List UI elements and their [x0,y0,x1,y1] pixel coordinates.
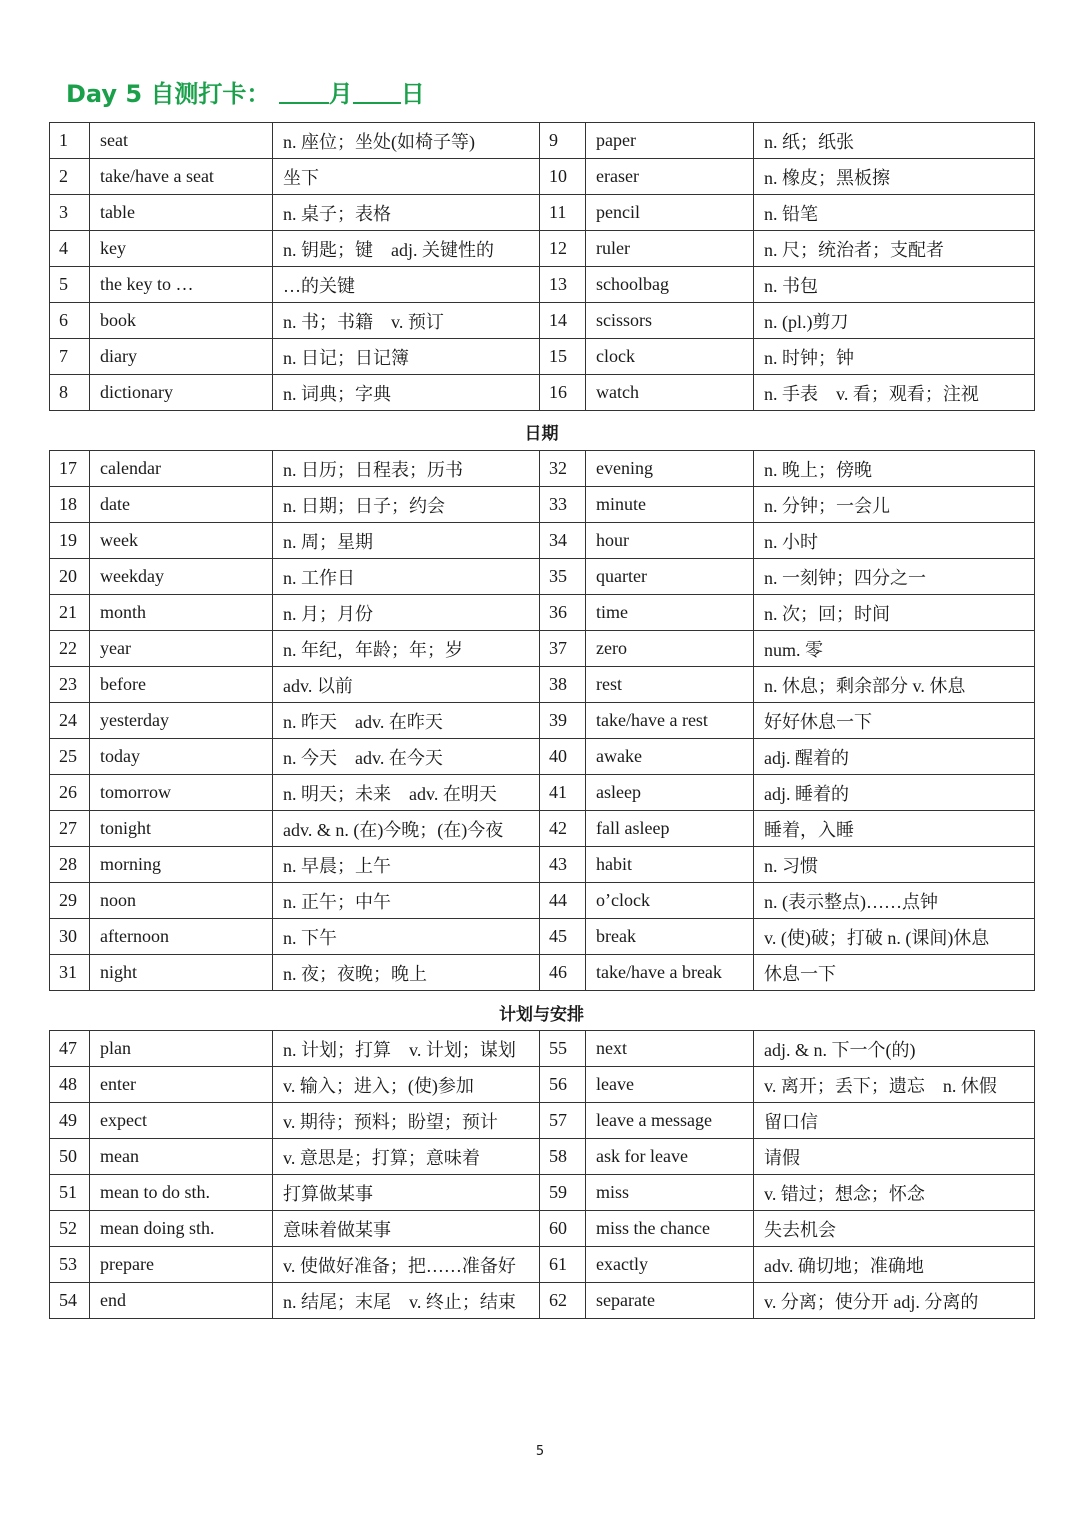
meaning-cell: n. 日记；日记簿 [273,339,540,375]
entry-number-cell: 40 [540,739,586,775]
table-row [50,195,1035,231]
meaning-cell: n. (表示整点)……点钟 [754,883,1035,919]
entry-number-cell: 57 [540,1103,586,1139]
word-cell: take/have a break [586,955,754,991]
meaning-cell: n. 日历；日程表；历书 [273,451,540,487]
meaning-cell: v. 期待；预料；盼望；预计 [273,1103,540,1139]
word-cell: book [90,303,273,339]
meaning-cell: n. 早晨；上午 [273,847,540,883]
meaning-cell: adj. 醒着的 [754,739,1035,775]
entry-number-cell: 4 [50,231,90,267]
table-row [50,1211,1035,1247]
entry-number-cell: 1 [50,123,90,159]
meaning-cell: n. 词典；字典 [273,375,540,411]
meaning-cell: n. 周；星期 [273,523,540,559]
word-cell: tonight [90,811,273,847]
word-cell: asleep [586,775,754,811]
meaning-cell: 休息一下 [754,955,1035,991]
entry-number-cell: 13 [540,267,586,303]
entry-number-cell: 53 [50,1247,90,1283]
word-cell: leave a message [586,1103,754,1139]
table-row [50,775,1035,811]
meaning-cell: n. 明天；未来 adv. 在明天 [273,775,540,811]
vocab-table-stationery [49,122,1035,411]
meaning-cell: n. 铅笔 [754,195,1035,231]
title-day-char: 日 [400,80,425,108]
word-cell: zero [586,631,754,667]
table-row [50,955,1035,991]
word-cell: watch [586,375,754,411]
word-cell: calendar [90,451,273,487]
entry-number-cell: 60 [540,1211,586,1247]
meaning-cell: 睡着，入睡 [754,811,1035,847]
word-cell: diary [90,339,273,375]
meaning-cell: v. 错过；想念；怀念 [754,1175,1035,1211]
entry-number-cell: 54 [50,1283,90,1319]
entry-number-cell: 20 [50,559,90,595]
entry-number-cell: 32 [540,451,586,487]
entry-number-cell: 48 [50,1067,90,1103]
entry-number-cell: 47 [50,1031,90,1067]
word-cell: noon [90,883,273,919]
word-cell: pencil [586,195,754,231]
meaning-cell: adv. & n. (在)今晚；(在)今夜 [273,811,540,847]
word-cell: ask for leave [586,1139,754,1175]
word-cell: paper [586,123,754,159]
word-cell: mean [90,1139,273,1175]
table-row [50,1139,1035,1175]
meaning-cell: n. 正午；中午 [273,883,540,919]
word-cell: quarter [586,559,754,595]
table-row [50,595,1035,631]
word-cell: o’clock [586,883,754,919]
word-cell: prepare [90,1247,273,1283]
entry-number-cell: 34 [540,523,586,559]
entry-number-cell: 35 [540,559,586,595]
word-cell: enter [90,1067,273,1103]
table-row [50,919,1035,955]
word-cell: weekday [90,559,273,595]
entry-number-cell: 3 [50,195,90,231]
word-cell: fall asleep [586,811,754,847]
vocab-table-plans [49,1030,1035,1319]
meaning-cell: 请假 [754,1139,1035,1175]
entry-number-cell: 41 [540,775,586,811]
entry-number-cell: 27 [50,811,90,847]
meaning-cell: n. 次；回；时间 [754,595,1035,631]
meaning-cell: n. 小时 [754,523,1035,559]
meaning-cell: n. 日期；日子；约会 [273,487,540,523]
table-row [50,1031,1035,1067]
meaning-cell: v. 分离；使分开 adj. 分离的 [754,1283,1035,1319]
table-row [50,231,1035,267]
word-cell: scissors [586,303,754,339]
entry-number-cell: 18 [50,487,90,523]
meaning-cell: n. 晚上；傍晚 [754,451,1035,487]
entry-number-cell: 15 [540,339,586,375]
word-cell: plan [90,1031,273,1067]
word-cell: miss [586,1175,754,1211]
word-cell: expect [90,1103,273,1139]
entry-number-cell: 6 [50,303,90,339]
entry-number-cell: 8 [50,375,90,411]
entry-number-cell: 51 [50,1175,90,1211]
entry-number-cell: 37 [540,631,586,667]
word-cell: take/have a seat [90,159,273,195]
word-cell: miss the chance [586,1211,754,1247]
entry-number-cell: 28 [50,847,90,883]
table-row [50,1175,1035,1211]
word-cell: dictionary [90,375,273,411]
meaning-cell: 坐下 [273,159,540,195]
meaning-cell: n. 今天 adv. 在今天 [273,739,540,775]
table-row [50,375,1035,411]
word-cell: today [90,739,273,775]
meaning-cell: n. 夜；夜晚；晚上 [273,955,540,991]
title-month: 月 [328,80,353,108]
entry-number-cell: 23 [50,667,90,703]
word-cell: end [90,1283,273,1319]
word-cell: yesterday [90,703,273,739]
table-row [50,267,1035,303]
word-cell: habit [586,847,754,883]
table-row [50,631,1035,667]
entry-number-cell: 39 [540,703,586,739]
table-row [50,739,1035,775]
entry-number-cell: 24 [50,703,90,739]
word-cell: mean doing sth. [90,1211,273,1247]
meaning-cell: n. 计划；打算 v. 计划；谋划 [273,1031,540,1067]
entry-number-cell: 50 [50,1139,90,1175]
meaning-cell: adv. 确切地；准确地 [754,1247,1035,1283]
entry-number-cell: 44 [540,883,586,919]
word-cell: break [586,919,754,955]
table-row [50,1103,1035,1139]
word-cell: minute [586,487,754,523]
word-cell: evening [586,451,754,487]
meaning-cell: n. 纸；纸张 [754,123,1035,159]
table-row [50,1247,1035,1283]
title-checkin: 自测打卡： [150,80,271,108]
word-cell: date [90,487,273,523]
word-cell: exactly [586,1247,754,1283]
meaning-cell: 好好休息一下 [754,703,1035,739]
word-cell: tomorrow [90,775,273,811]
word-cell: mean to do sth. [90,1175,273,1211]
meaning-cell: n. 结尾；末尾 v. 终止；结束 [273,1283,540,1319]
table-row [50,883,1035,919]
entry-number-cell: 30 [50,919,90,955]
meaning-cell: n. 桌子；表格 [273,195,540,231]
meaning-cell: adj. 睡着的 [754,775,1035,811]
meaning-cell: n. 工作日 [273,559,540,595]
meaning-cell: n. 座位；坐处(如椅子等) [273,123,540,159]
word-cell: eraser [586,159,754,195]
meaning-cell: v. 离开；丢下；遗忘 n. 休假 [754,1067,1035,1103]
meaning-cell: n. 时钟；钟 [754,339,1035,375]
entry-number-cell: 7 [50,339,90,375]
title-day: Day 5 [66,80,143,108]
entry-number-cell: 17 [50,451,90,487]
meaning-cell: …的关键 [273,267,540,303]
table-row [50,1283,1035,1319]
meaning-cell: 打算做某事 [273,1175,540,1211]
word-cell: afternoon [90,919,273,955]
word-cell: year [90,631,273,667]
table-row [50,847,1035,883]
meaning-cell: n. 下午 [273,919,540,955]
word-cell: key [90,231,273,267]
word-cell: separate [586,1283,754,1319]
word-cell: the key to … [90,267,273,303]
vocab-table-dates [49,450,1035,991]
meaning-cell: n. 昨天 adv. 在昨天 [273,703,540,739]
meaning-cell: v. 意思是；打算；意味着 [273,1139,540,1175]
entry-number-cell: 22 [50,631,90,667]
entry-number-cell: 5 [50,267,90,303]
word-cell: week [90,523,273,559]
month-blank [279,78,329,104]
meaning-cell: n. 分钟；一会儿 [754,487,1035,523]
meaning-cell: n. 钥匙；键 adj. 关键性的 [273,231,540,267]
word-cell: rest [586,667,754,703]
table-row [50,123,1035,159]
word-cell: take/have a rest [586,703,754,739]
entry-number-cell: 9 [540,123,586,159]
section-heading-dates: 日期 [524,424,559,444]
table-row [50,667,1035,703]
entry-number-cell: 10 [540,159,586,195]
table-row [50,339,1035,375]
entry-number-cell: 16 [540,375,586,411]
table-row [50,559,1035,595]
meaning-cell: n. 书；书籍 v. 预订 [273,303,540,339]
word-cell: schoolbag [586,267,754,303]
meaning-cell: 失去机会 [754,1211,1035,1247]
entry-number-cell: 33 [540,487,586,523]
entry-number-cell: 56 [540,1067,586,1103]
table-row [50,451,1035,487]
entry-number-cell: 62 [540,1283,586,1319]
table-row [50,1067,1035,1103]
entry-number-cell: 12 [540,231,586,267]
meaning-cell: adv. 以前 [273,667,540,703]
entry-number-cell: 46 [540,955,586,991]
table-row [50,703,1035,739]
entry-number-cell: 43 [540,847,586,883]
word-cell: hour [586,523,754,559]
meaning-cell: n. (pl.)剪刀 [754,303,1035,339]
word-cell: night [90,955,273,991]
meaning-cell: n. 习惯 [754,847,1035,883]
table-row [50,523,1035,559]
meaning-cell: n. 橡皮；黑板擦 [754,159,1035,195]
word-cell: morning [90,847,273,883]
meaning-cell: n. 月；月份 [273,595,540,631]
word-cell: clock [586,339,754,375]
table-row [50,159,1035,195]
entry-number-cell: 55 [540,1031,586,1067]
table-row [50,303,1035,339]
entry-number-cell: 52 [50,1211,90,1247]
page-number: 5 [535,1444,545,1459]
day-blank [353,78,401,104]
meaning-cell: n. 休息；剩余部分 v. 休息 [754,667,1035,703]
word-cell: seat [90,123,273,159]
entry-number-cell: 25 [50,739,90,775]
table-row [50,811,1035,847]
entry-number-cell: 38 [540,667,586,703]
entry-number-cell: 11 [540,195,586,231]
meaning-cell: v. 使做好准备；把……准备好 [273,1247,540,1283]
table-row [50,487,1035,523]
entry-number-cell: 31 [50,955,90,991]
word-cell: time [586,595,754,631]
meaning-cell: adj. & n. 下一个(的) [754,1031,1035,1067]
word-cell: month [90,595,273,631]
entry-number-cell: 21 [50,595,90,631]
entry-number-cell: 59 [540,1175,586,1211]
entry-number-cell: 29 [50,883,90,919]
entry-number-cell: 19 [50,523,90,559]
meaning-cell: num. 零 [754,631,1035,667]
entry-number-cell: 49 [50,1103,90,1139]
meaning-cell: 意味着做某事 [273,1211,540,1247]
meaning-cell: n. 尺；统治者；支配者 [754,231,1035,267]
meaning-cell: 留口信 [754,1103,1035,1139]
entry-number-cell: 14 [540,303,586,339]
meaning-cell: n. 手表 v. 看；观看；注视 [754,375,1035,411]
meaning-cell: n. 年纪，年龄；年；岁 [273,631,540,667]
word-cell: table [90,195,273,231]
word-cell: leave [586,1067,754,1103]
word-cell: ruler [586,231,754,267]
meaning-cell: n. 书包 [754,267,1035,303]
entry-number-cell: 61 [540,1247,586,1283]
meaning-cell: v. (使)破；打破 n. (课间)休息 [754,919,1035,955]
word-cell: awake [586,739,754,775]
word-cell: next [586,1031,754,1067]
meaning-cell: n. 一刻钟；四分之一 [754,559,1035,595]
entry-number-cell: 26 [50,775,90,811]
entry-number-cell: 36 [540,595,586,631]
entry-number-cell: 42 [540,811,586,847]
meaning-cell: v. 输入；进入；(使)参加 [273,1067,540,1103]
entry-number-cell: 45 [540,919,586,955]
word-cell: before [90,667,273,703]
page-title [66,76,425,112]
entry-number-cell: 2 [50,159,90,195]
section-heading-plans: 计划与安排 [499,1005,584,1025]
entry-number-cell: 58 [540,1139,586,1175]
